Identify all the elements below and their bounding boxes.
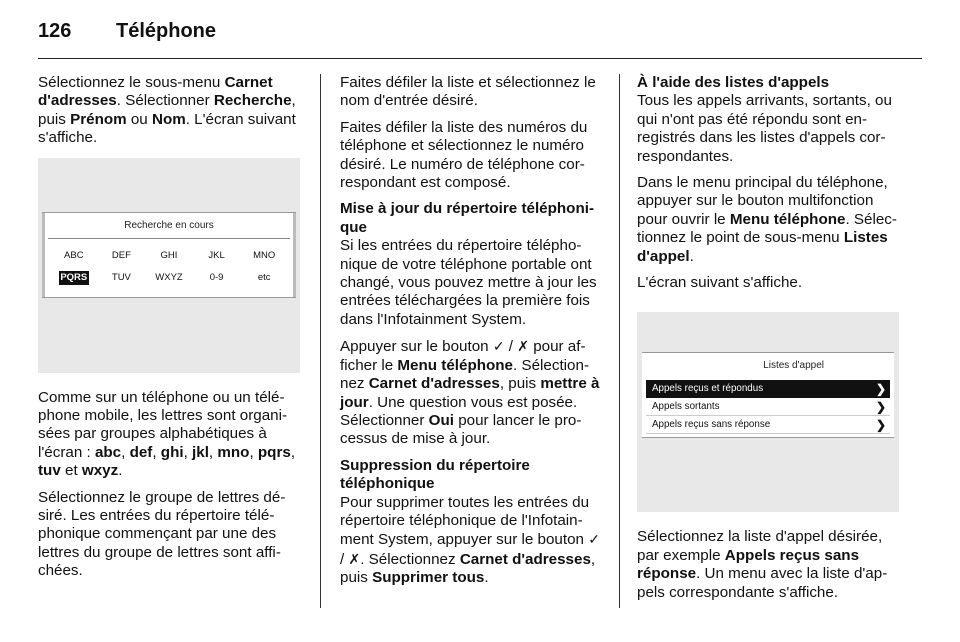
letter-group-pqrs[interactable]: PQRS <box>60 272 88 284</box>
paragraph-select-call-list: Sélectionnez la liste d'appel désirée, par exemple Appels reçus sans réponse. Un menu avec la liste d'appels correspondante s'affiche. <box>637 528 888 601</box>
letter-group-etc[interactable]: etc <box>257 272 271 284</box>
paragraph-select-submenu: Sélectionnez le sous-menu Carnet d'adresses. Sélectionner Recherche, puis Prénom ou Nom. L'écran suivant s'affiche. <box>38 74 296 147</box>
search-screen <box>42 212 296 298</box>
phone-icon: ✓ <box>588 531 600 548</box>
letter-group-tuv[interactable]: TUV <box>111 272 131 284</box>
page-header <box>38 20 216 50</box>
call-lists-screen-image <box>637 312 899 512</box>
chevron-right-icon: ❯ <box>875 399 886 414</box>
letter-group-jkl[interactable]: JKL <box>208 250 225 262</box>
paragraph-update-steps: Appuyer sur le bouton ✓ / ✗ pour afficher le Menu téléphone. Sélectionnez Carnet d'adresses, puis mettre à jour. Une question vous est posée. Sélectionner Oui pour lancer le processus de mise à jour. <box>340 338 600 448</box>
letter-group-digits[interactable]: 0-9 <box>209 272 224 284</box>
chevron-right-icon: ❯ <box>875 417 886 432</box>
paragraph-letter-groups: Comme sur un téléphone ou un téléphone mobile, les lettres sont organisées par groupes alphabétiques à l'écran : abc, def, ghi, jkl, mno, pqrs, tuv et wxyz. <box>38 388 296 480</box>
paragraph-scroll-numbers: Faites défiler la liste des numéros du téléphone et sélectionnez le numéro désiré. Le numéro de téléphone correspondant est composé. <box>340 118 588 192</box>
screen-right-edge <box>293 213 296 297</box>
heading-delete-directory: Suppression du répertoire téléphonique <box>340 456 530 493</box>
search-screen-title: Recherche en cours <box>124 219 214 231</box>
phone-off-icon: ✗ <box>348 550 361 567</box>
paragraph-delete-steps: Pour supprimer toutes les entrées du répertoire téléphonique de l'Infotainment System, appuyer sur le bouton ✓ / ✗. Sélectionnez Carnet d'adresses, puis Supprimer tous. <box>340 493 600 587</box>
page-number: 126 <box>38 20 72 42</box>
page-title: Téléphone <box>116 20 217 42</box>
letter-group-wxyz[interactable]: WXYZ <box>155 272 183 284</box>
chevron-right-icon: ❯ <box>875 381 886 396</box>
paragraph-scroll-list: Faites défiler la liste et sélectionnez le nom d'entrée désiré. <box>340 74 596 110</box>
phone-off-icon: ✗ <box>517 338 529 355</box>
phone-icon: ✓ <box>492 338 505 355</box>
paragraph-screen-appears: L'écran suivant s'affiche. <box>637 274 803 292</box>
heading-update-directory: Mise à jour du répertoire téléphonique <box>340 200 595 236</box>
menu-item-missed[interactable]: Appels reçus sans réponse ❯ <box>646 416 890 434</box>
search-screen-image <box>38 158 300 373</box>
column-1 <box>38 74 306 589</box>
heading-call-lists: À l'aide des listes d'appels <box>637 74 830 91</box>
letter-group-grid <box>42 249 296 285</box>
paragraph-call-lists-intro: Tous les appels arrivants, sortants, ou qui n'ont pas été répondu sont enregistrés dans les listes d'appels correspondantes. <box>637 92 892 165</box>
column-divider-2 <box>619 74 620 608</box>
letter-group-ghi[interactable]: GHI <box>160 250 178 262</box>
screen-left-edge <box>42 213 45 297</box>
letter-group-def[interactable]: DEF <box>111 250 131 262</box>
call-lists-screen-title: Listes d'appel <box>763 360 824 372</box>
menu-item-outgoing[interactable]: Appels sortants ❯ <box>646 398 890 416</box>
column-2 <box>340 74 604 596</box>
menu-item-received-answered[interactable]: Appels reçus et répondus ❯ <box>646 380 890 398</box>
letter-group-abc[interactable]: ABC <box>64 250 84 262</box>
paragraph-update-intro: Si les entrées du répertoire téléphonique de votre téléphone portable ont changé, vous pouvez mettre à jour les entrées téléchargées la première fois dans l'Infotainment System. <box>340 237 597 328</box>
paragraph-open-call-lists: Dans le menu principal du téléphone, appuyer sur le bouton multifonction pour ouvrir le Menu téléphone. Sélectionnez le point de sous-menu Listes d'appel. <box>637 174 897 265</box>
paragraph-select-group: Sélectionnez le groupe de lettres désiré. Les entrées du répertoire téléphonique commençant par une des lettres du groupe de lettres sont affichées. <box>38 488 286 580</box>
screen-title-rule <box>48 238 290 239</box>
column-3 <box>637 74 903 610</box>
header-divider <box>38 58 922 59</box>
letter-group-mno[interactable]: MNO <box>253 250 276 262</box>
column-divider-1 <box>320 74 321 608</box>
call-lists-screen <box>642 352 894 438</box>
